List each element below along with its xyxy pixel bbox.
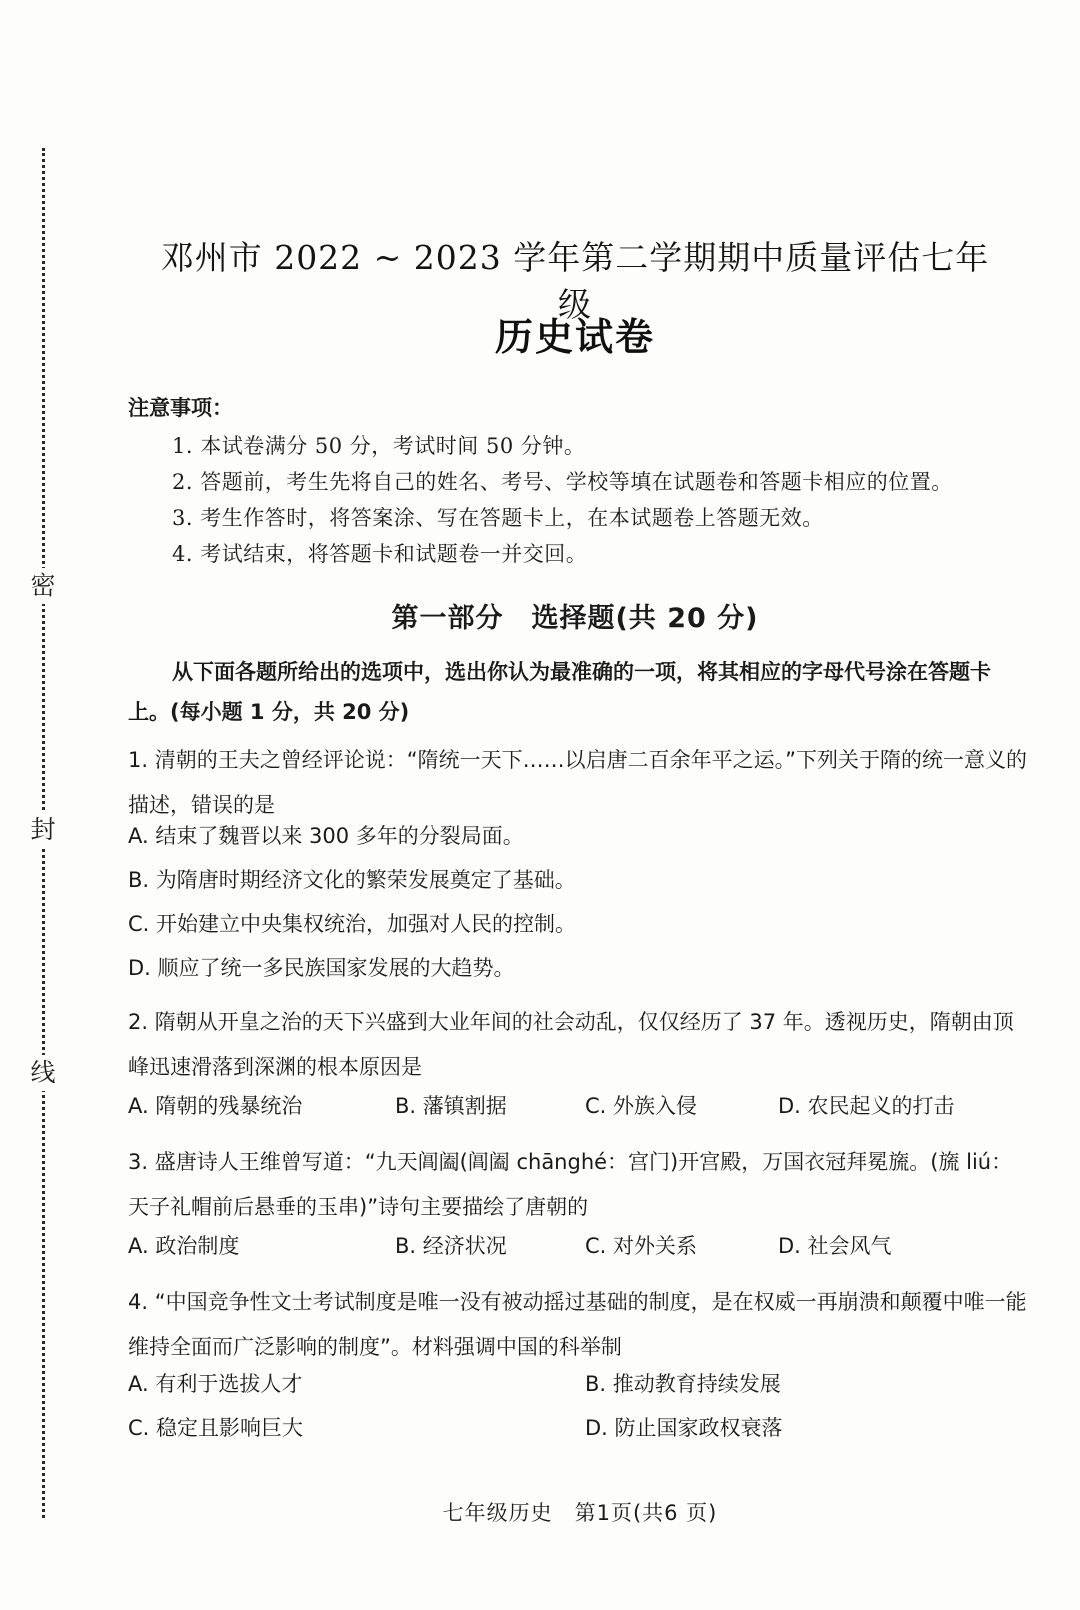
- question-4-option-a[interactable]: A. 有利于选拔人才: [128, 1372, 303, 1396]
- question-4-option-b[interactable]: B. 推动教育持续发展: [585, 1372, 781, 1396]
- question-4-option-d[interactable]: D. 防止国家政权衰落: [585, 1416, 783, 1440]
- notice-item: 1. 本试卷满分 50 分，考试时间 50 分钟。: [172, 434, 586, 458]
- question-1-option-d[interactable]: D. 顺应了统一多民族国家发展的大趋势。: [128, 956, 515, 980]
- notice-item: 3. 考生作答时，将答案涂、写在答题卡上，在本试题卷上答题无效。: [172, 506, 824, 530]
- seal-char-feng: 封: [25, 812, 61, 848]
- seal-char-xian: 线: [25, 1055, 61, 1091]
- question-2-stem: 2. 隋朝从开皇之治的天下兴盛到大业年间的社会动乱，仅仅经历了 37 年。透视历史，隋朝由顶峰迅速滑落到深渊的根本原因是: [128, 1010, 1014, 1079]
- section-instruction: 从下面各题所给出的选项中，选出你认为最准确的一项，将其相应的字母代号涂在答题卡上。(每小题 1 分，共 20 分): [128, 660, 991, 724]
- page-footer: 七年级历史 第1页(共6 页): [442, 1501, 718, 1525]
- question-3-option-d[interactable]: D. 社会风气: [778, 1234, 892, 1258]
- question-1-option-c[interactable]: C. 开始建立中央集权统治，加强对人民的控制。: [128, 912, 577, 936]
- exam-subtitle: 历史试卷: [494, 314, 655, 359]
- notice-item: 2. 答题前，考生先将自己的姓名、考号、学校等填在试题卷和答题卡相应的位置。: [172, 470, 953, 494]
- question-3-option-a[interactable]: A. 政治制度: [128, 1234, 240, 1258]
- question-1-stem: 1. 清朝的王夫之曾经评论说：“隋统一天下……以启唐二百余年平之运。”下列关于隋的统一意义的描述，错误的是: [128, 748, 1027, 817]
- section-heading: 第一部分 选择题(共 20 分): [391, 603, 759, 634]
- question-4-option-c[interactable]: C. 稳定且影响巨大: [128, 1416, 304, 1440]
- exam-title: 邓州市 2022 ~ 2023 学年第二学期期中质量评估七年级: [160, 238, 990, 324]
- question-3-stem: 3. 盛唐诗人王维曾写道：“九天阊阖(阊阖 chānghé：宫门)开宫殿，万国衣冠拜冕旒。(旒 liú：天子礼帽前后悬垂的玉串)”诗句主要描绘了唐朝的: [128, 1150, 1013, 1219]
- question-3-option-b[interactable]: B. 经济状况: [395, 1234, 507, 1258]
- question-1-option-a[interactable]: A. 结束了魏晋以来 300 多年的分裂局面。: [128, 824, 524, 848]
- notice-heading: 注意事项：: [128, 396, 233, 420]
- question-3-option-c[interactable]: C. 对外关系: [585, 1234, 698, 1258]
- question-2-option-a[interactable]: A. 隋朝的残暴统治: [128, 1094, 303, 1118]
- question-2-option-d[interactable]: D. 农民起义的打击: [778, 1094, 955, 1118]
- question-1-option-b[interactable]: B. 为隋唐时期经济文化的繁荣发展奠定了基础。: [128, 868, 576, 892]
- question-4-stem: 4. “中国竞争性文士考试制度是唯一没有被动摇过基础的制度，是在权威一再崩溃和颠覆中唯一能维持全面而广泛影响的制度”。材料强调中国的科举制: [128, 1290, 1027, 1359]
- question-2-option-b[interactable]: B. 藩镇割据: [395, 1094, 507, 1118]
- seal-char-mi: 密: [25, 568, 61, 604]
- question-2-option-c[interactable]: C. 外族入侵: [585, 1094, 698, 1118]
- notice-list: [172, 428, 1012, 572]
- notice-item: 4. 考试结束，将答题卡和试题卷一并交回。: [172, 542, 588, 566]
